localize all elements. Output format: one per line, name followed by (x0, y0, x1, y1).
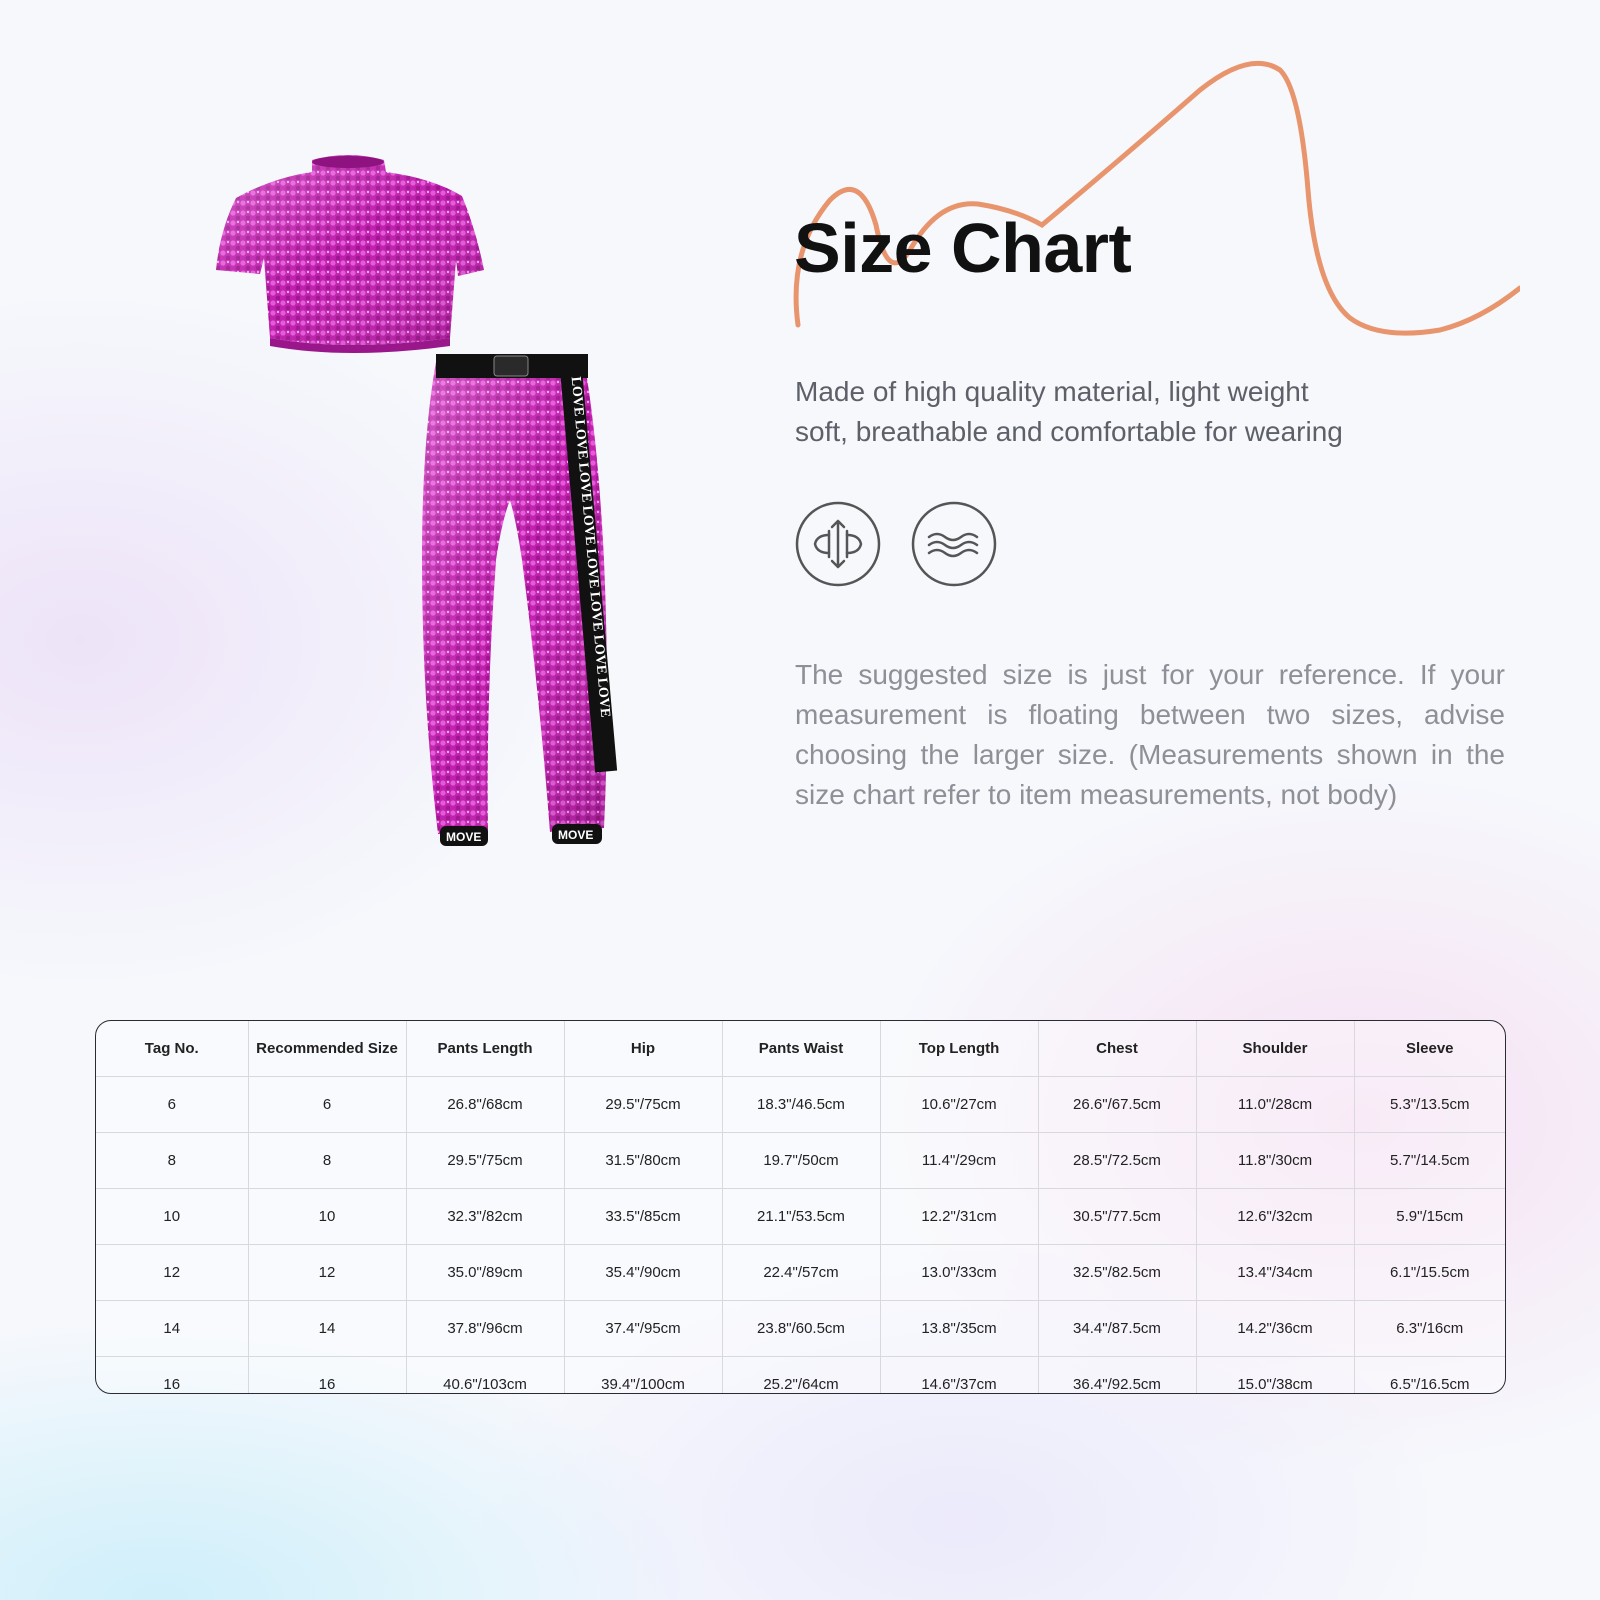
table-cell: 13.0"/33cm (880, 1245, 1038, 1301)
table-cell: 30.5"/77.5cm (1038, 1189, 1196, 1245)
table-cell: 14.6"/37cm (880, 1357, 1038, 1395)
table-cell: 32.3"/82cm (406, 1189, 564, 1245)
table-cell: 6.1"/15.5cm (1354, 1245, 1505, 1301)
table-cell: 10 (248, 1189, 406, 1245)
table-cell: 33.5"/85cm (564, 1189, 722, 1245)
table-cell: 12.2"/31cm (880, 1189, 1038, 1245)
table-cell: 29.5"/75cm (564, 1077, 722, 1133)
table-cell: 22.4"/57cm (722, 1245, 880, 1301)
table-row (96, 1301, 1505, 1357)
table-header-row (96, 1021, 1505, 1077)
table-cell: 40.6"/103cm (406, 1357, 564, 1395)
table-cell: 13.4"/34cm (1196, 1245, 1354, 1301)
cuff-lettering-right: MOVE (558, 828, 594, 842)
table-row (96, 1077, 1505, 1133)
crop-top (216, 155, 484, 353)
table-cell: 18.3"/46.5cm (722, 1077, 880, 1133)
table-cell: 37.4"/95cm (564, 1301, 722, 1357)
table-cell: 12 (248, 1245, 406, 1301)
table-cell: 12 (96, 1245, 248, 1301)
column-header: Sleeve (1354, 1021, 1505, 1077)
table-cell: 5.3"/13.5cm (1354, 1077, 1505, 1133)
table-row (96, 1245, 1505, 1301)
table-cell: 6.3"/16cm (1354, 1301, 1505, 1357)
breathable-wave-icon (911, 501, 997, 587)
table-cell: 26.6"/67.5cm (1038, 1077, 1196, 1133)
column-header: Chest (1038, 1021, 1196, 1077)
sequin-pants (422, 354, 617, 846)
table-cell: 21.1"/53.5cm (722, 1189, 880, 1245)
table-cell: 35.0"/89cm (406, 1245, 564, 1301)
belt-lettering: LOVE LOVE LOVE LOVE LOVE LOVE LOVE LOVE (567, 376, 613, 718)
table-row (96, 1357, 1505, 1395)
table-cell: 25.2"/64cm (722, 1357, 880, 1395)
table-cell: 14 (96, 1301, 248, 1357)
table-cell: 35.4"/90cm (564, 1245, 722, 1301)
table-cell: 26.8"/68cm (406, 1077, 564, 1133)
column-header: Shoulder (1196, 1021, 1354, 1077)
table-cell: 32.5"/82.5cm (1038, 1245, 1196, 1301)
table-cell: 8 (248, 1133, 406, 1189)
table-cell: 19.7"/50cm (722, 1133, 880, 1189)
description-line: soft, breathable and comfortable for wearing (795, 416, 1343, 447)
cuff-lettering-left: MOVE (446, 830, 482, 844)
table-cell: 11.0"/28cm (1196, 1077, 1354, 1133)
table-cell: 14.2"/36cm (1196, 1301, 1354, 1357)
column-header: Pants Length (406, 1021, 564, 1077)
description-line: Made of high quality material, light weight (795, 376, 1309, 407)
table-cell: 10.6"/27cm (880, 1077, 1038, 1133)
table-cell: 6.5"/16.5cm (1389, 1376, 1470, 1393)
table-cell: 5.9"/15cm (1354, 1189, 1505, 1245)
size-table (95, 1020, 1506, 1394)
table-cell: 10 (96, 1189, 248, 1245)
size-note: The suggested size is just for your reference. If your measurement is floating between two sizes, advise choosing the larger size. (Measurements shown in the size chart refer to item measurements, not body) (795, 659, 1505, 810)
table-cell: 6 (248, 1077, 406, 1133)
table-cell: 8 (96, 1133, 248, 1189)
table-cell: 29.5"/75cm (406, 1133, 564, 1189)
table-cell: 16 (96, 1357, 248, 1395)
column-header: Recommended Size (248, 1021, 406, 1077)
table-cell: 11.4"/29cm (880, 1133, 1038, 1189)
table-cell: 39.4"/100cm (564, 1357, 722, 1395)
table-cell: 14 (248, 1301, 406, 1357)
table-cell: 36.4"/92.5cm (1038, 1357, 1196, 1395)
page-title: Size Chart (794, 209, 1132, 287)
table-cell: 11.8"/30cm (1196, 1133, 1354, 1189)
column-header: Hip (564, 1021, 722, 1077)
table-cell: 34.4"/87.5cm (1038, 1301, 1196, 1357)
table-cell: 28.5"/72.5cm (1038, 1133, 1196, 1189)
product-description (795, 372, 1435, 452)
table-row (96, 1133, 1505, 1189)
table-cell: 15.0"/38cm (1196, 1357, 1354, 1395)
table-cell: 5.7"/14.5cm (1354, 1133, 1505, 1189)
table-cell: 12.6"/32cm (1196, 1189, 1354, 1245)
table-cell: 13.8"/35cm (880, 1301, 1038, 1357)
column-header: Tag No. (96, 1021, 248, 1077)
table-cell: 6 (96, 1077, 248, 1133)
stretch-fabric-icon (795, 501, 881, 587)
table-cell: 23.8"/60.5cm (722, 1301, 880, 1357)
column-header: Top Length (880, 1021, 1038, 1077)
table-row (96, 1189, 1505, 1245)
table-cell: 16 (248, 1357, 406, 1395)
table-cell: 37.8"/96cm (406, 1301, 564, 1357)
product-image (200, 140, 640, 880)
decorative-swirl (780, 50, 1520, 350)
column-header: Pants Waist (722, 1021, 880, 1077)
table-cell: 31.5"/80cm (564, 1133, 722, 1189)
